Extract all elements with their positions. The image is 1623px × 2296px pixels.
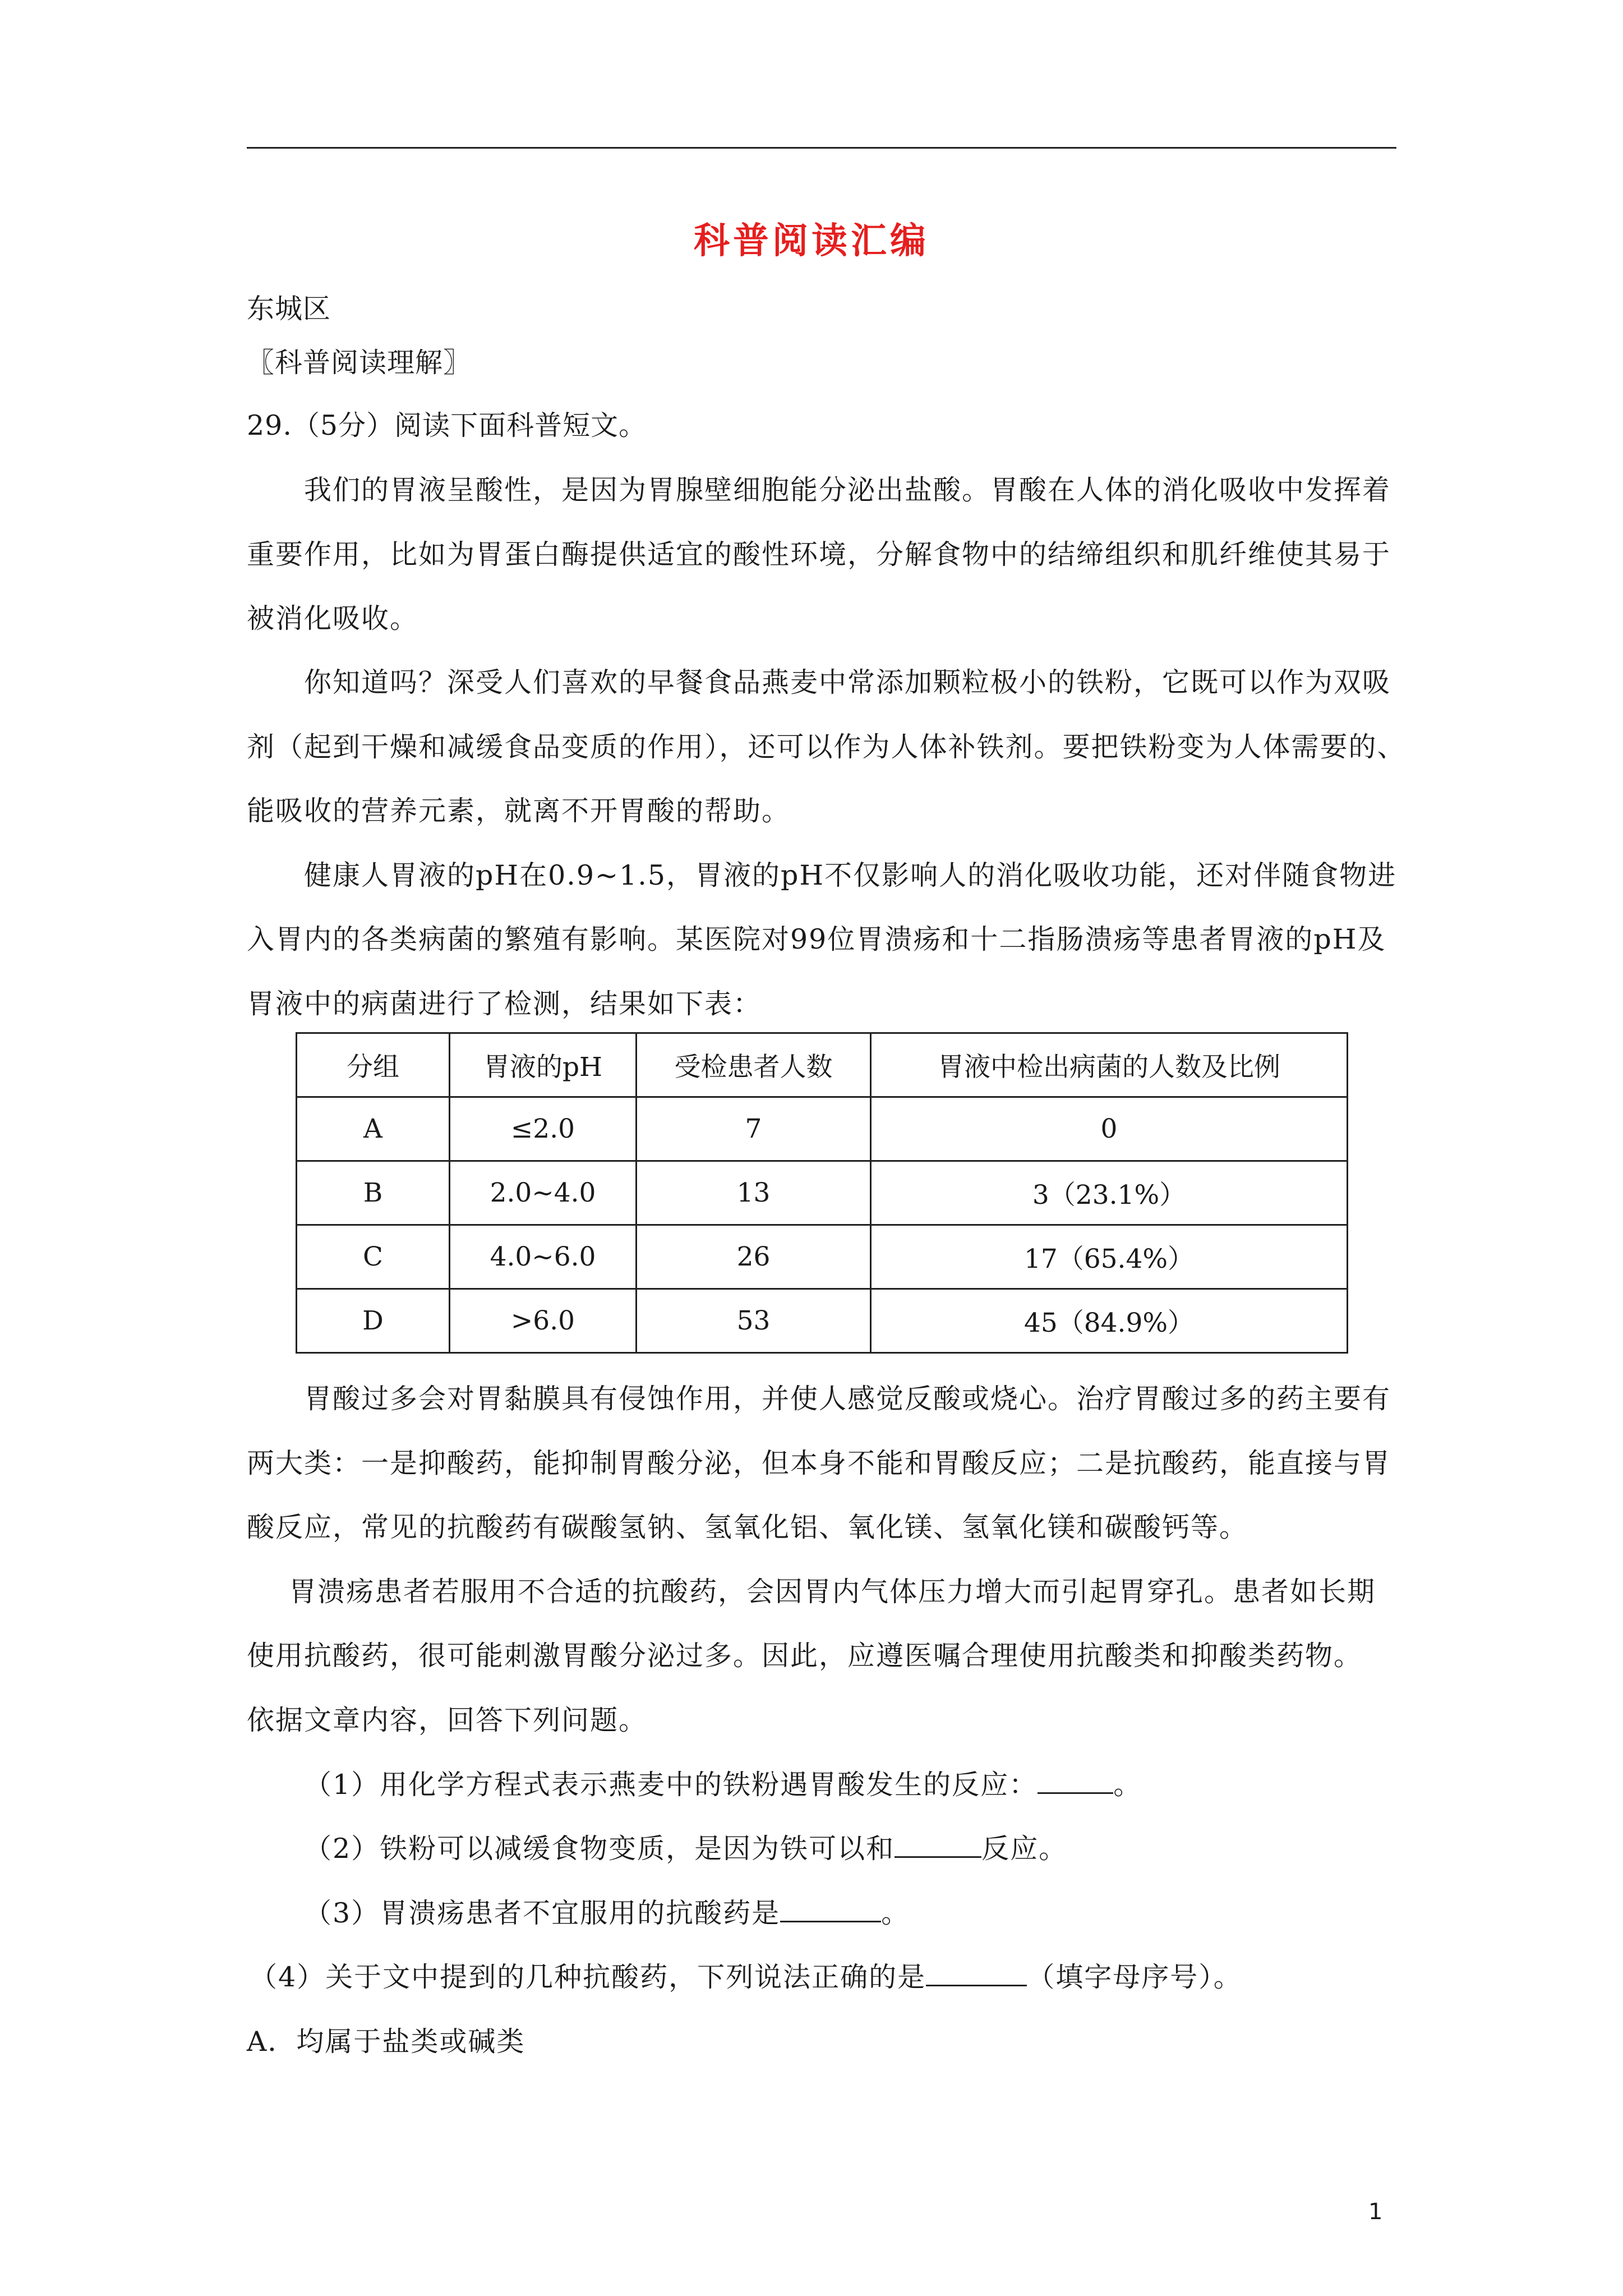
table-row [297,1225,1348,1289]
table-cell: C [297,1225,450,1289]
paragraph-line: 能吸收的营养元素，就离不开胃酸的帮助。 [247,795,791,827]
paragraph-line: 使用抗酸药，很可能刺激胃酸分泌过多。因此，应遵医嘱合理使用抗酸类和抑酸类药物。 [247,1640,1363,1672]
table-row [297,1097,1348,1161]
answer-blank [1038,1765,1113,1794]
table-header-cell: 分组 [297,1033,450,1097]
paragraph-line: 胃溃疡患者若服用不合适的抗酸药，会因胃内气体压力增大而引起胃穿孔。患者如长期 [289,1576,1376,1608]
table-cell: >6.0 [450,1289,637,1353]
paragraph-line: 两大类：一是抑酸药，能抑制胃酸分泌，但本身不能和胃酸反应；二是抗酸药，能直接与胃 [247,1447,1391,1479]
results-table [296,1032,1348,1354]
section-heading: 〖科普阅读理解〗 [247,347,472,379]
question-intro: 29.（5分）阅读下面科普短文。 [247,409,647,441]
question-2 [304,1827,1067,1866]
paragraph-line: 入胃内的各类病菌的繁殖有影响。某医院对99位胃溃疡和十二指肠溃疡等患者胃液的pH及 [247,923,1386,955]
table-cell: 26 [637,1225,871,1289]
table-row [297,1289,1348,1353]
answer-blank [780,1893,881,1922]
page-number: 1 [1368,2199,1383,2225]
table-cell: 17（65.4%） [871,1225,1348,1289]
table-cell: 0 [871,1097,1348,1161]
paragraph-line: 胃酸过多会对胃黏膜具有侵蚀作用，并使人感觉反酸或烧心。治疗胃酸过多的药主要有 [304,1383,1391,1415]
question-4 [250,1955,1242,1995]
question-3 [304,1892,910,1931]
question-2-text: （2）铁粉可以减缓食物变质，是因为铁可以和 [304,1833,895,1865]
paragraph-line: 胃液中的病菌进行了检测，结果如下表： [247,988,762,1020]
question-3-text: （3）胃溃疡患者不宜服用的抗酸药是 [304,1897,781,1929]
district-label: 东城区 [247,293,331,325]
paragraph-line: 重要作用，比如为胃蛋白酶提供适宜的酸性环境，分解食物中的结缔组织和肌纤维使其易于 [247,539,1391,570]
paragraph-line: 我们的胃液呈酸性，是因为胃腺壁细胞能分泌出盐酸。胃酸在人体的消化吸收中发挥着 [304,474,1391,506]
table-header-cell: 胃液的pH [450,1033,637,1097]
question-3-end: 。 [881,1897,910,1929]
header-rule [247,147,1396,149]
paragraph-line: 健康人胃液的pH在0.9~1.5，胃液的pH不仅影响人的消化吸收功能，还对伴随食物进 [304,859,1397,891]
table-cell: ≤2.0 [450,1097,637,1161]
question-1-text: （1）用化学方程式表示燕麦中的铁粉遇胃酸发生的反应： [304,1769,1038,1801]
paragraph-line: 酸反应，常见的抗酸药有碳酸氢钠、氢氧化铝、氧化镁、氢氧化镁和碳酸钙等。 [247,1511,1248,1543]
table-cell: 7 [637,1097,871,1161]
table-cell: 3（23.1%） [871,1161,1348,1225]
answer-prompt: 依据文章内容，回答下列问题。 [247,1704,648,1736]
question-4-end: （填字母序号）。 [1027,1961,1242,1993]
option-a: A．均属于盐类或碱类 [247,2026,525,2058]
table-header-cell: 胃液中检出病菌的人数及比例 [871,1033,1348,1097]
table-cell: 53 [637,1289,871,1353]
question-1 [304,1763,1142,1802]
question-4-text: （4）关于文中提到的几种抗酸药，下列说法正确的是 [250,1961,926,1993]
table-cell: 45（84.9%） [871,1289,1348,1353]
document-title: 科普阅读汇编 [694,220,929,262]
table-cell: D [297,1289,450,1353]
answer-blank [926,1957,1027,1986]
table-cell: 2.0~4.0 [450,1161,637,1225]
question-1-end: 。 [1113,1769,1142,1801]
table-header-cell: 受检患者人数 [637,1033,871,1097]
table-cell: B [297,1161,450,1225]
question-2-end: 反应。 [981,1833,1068,1865]
table-cell: 4.0~6.0 [450,1225,637,1289]
table-cell: A [297,1097,450,1161]
paragraph-line: 你知道吗？深受人们喜欢的早餐食品燕麦中常添加颗粒极小的铁粉，它既可以作为双吸 [304,666,1391,698]
table-cell: 13 [637,1161,871,1225]
answer-blank [895,1829,981,1858]
paragraph-line: 被消化吸收。 [247,602,419,634]
paragraph-line: 剂（起到干燥和减缓食品变质的作用），还可以作为人体补铁剂。要把铁粉变为人体需要的、 [247,731,1406,763]
table-header-row [297,1033,1348,1097]
table-row [297,1161,1348,1225]
